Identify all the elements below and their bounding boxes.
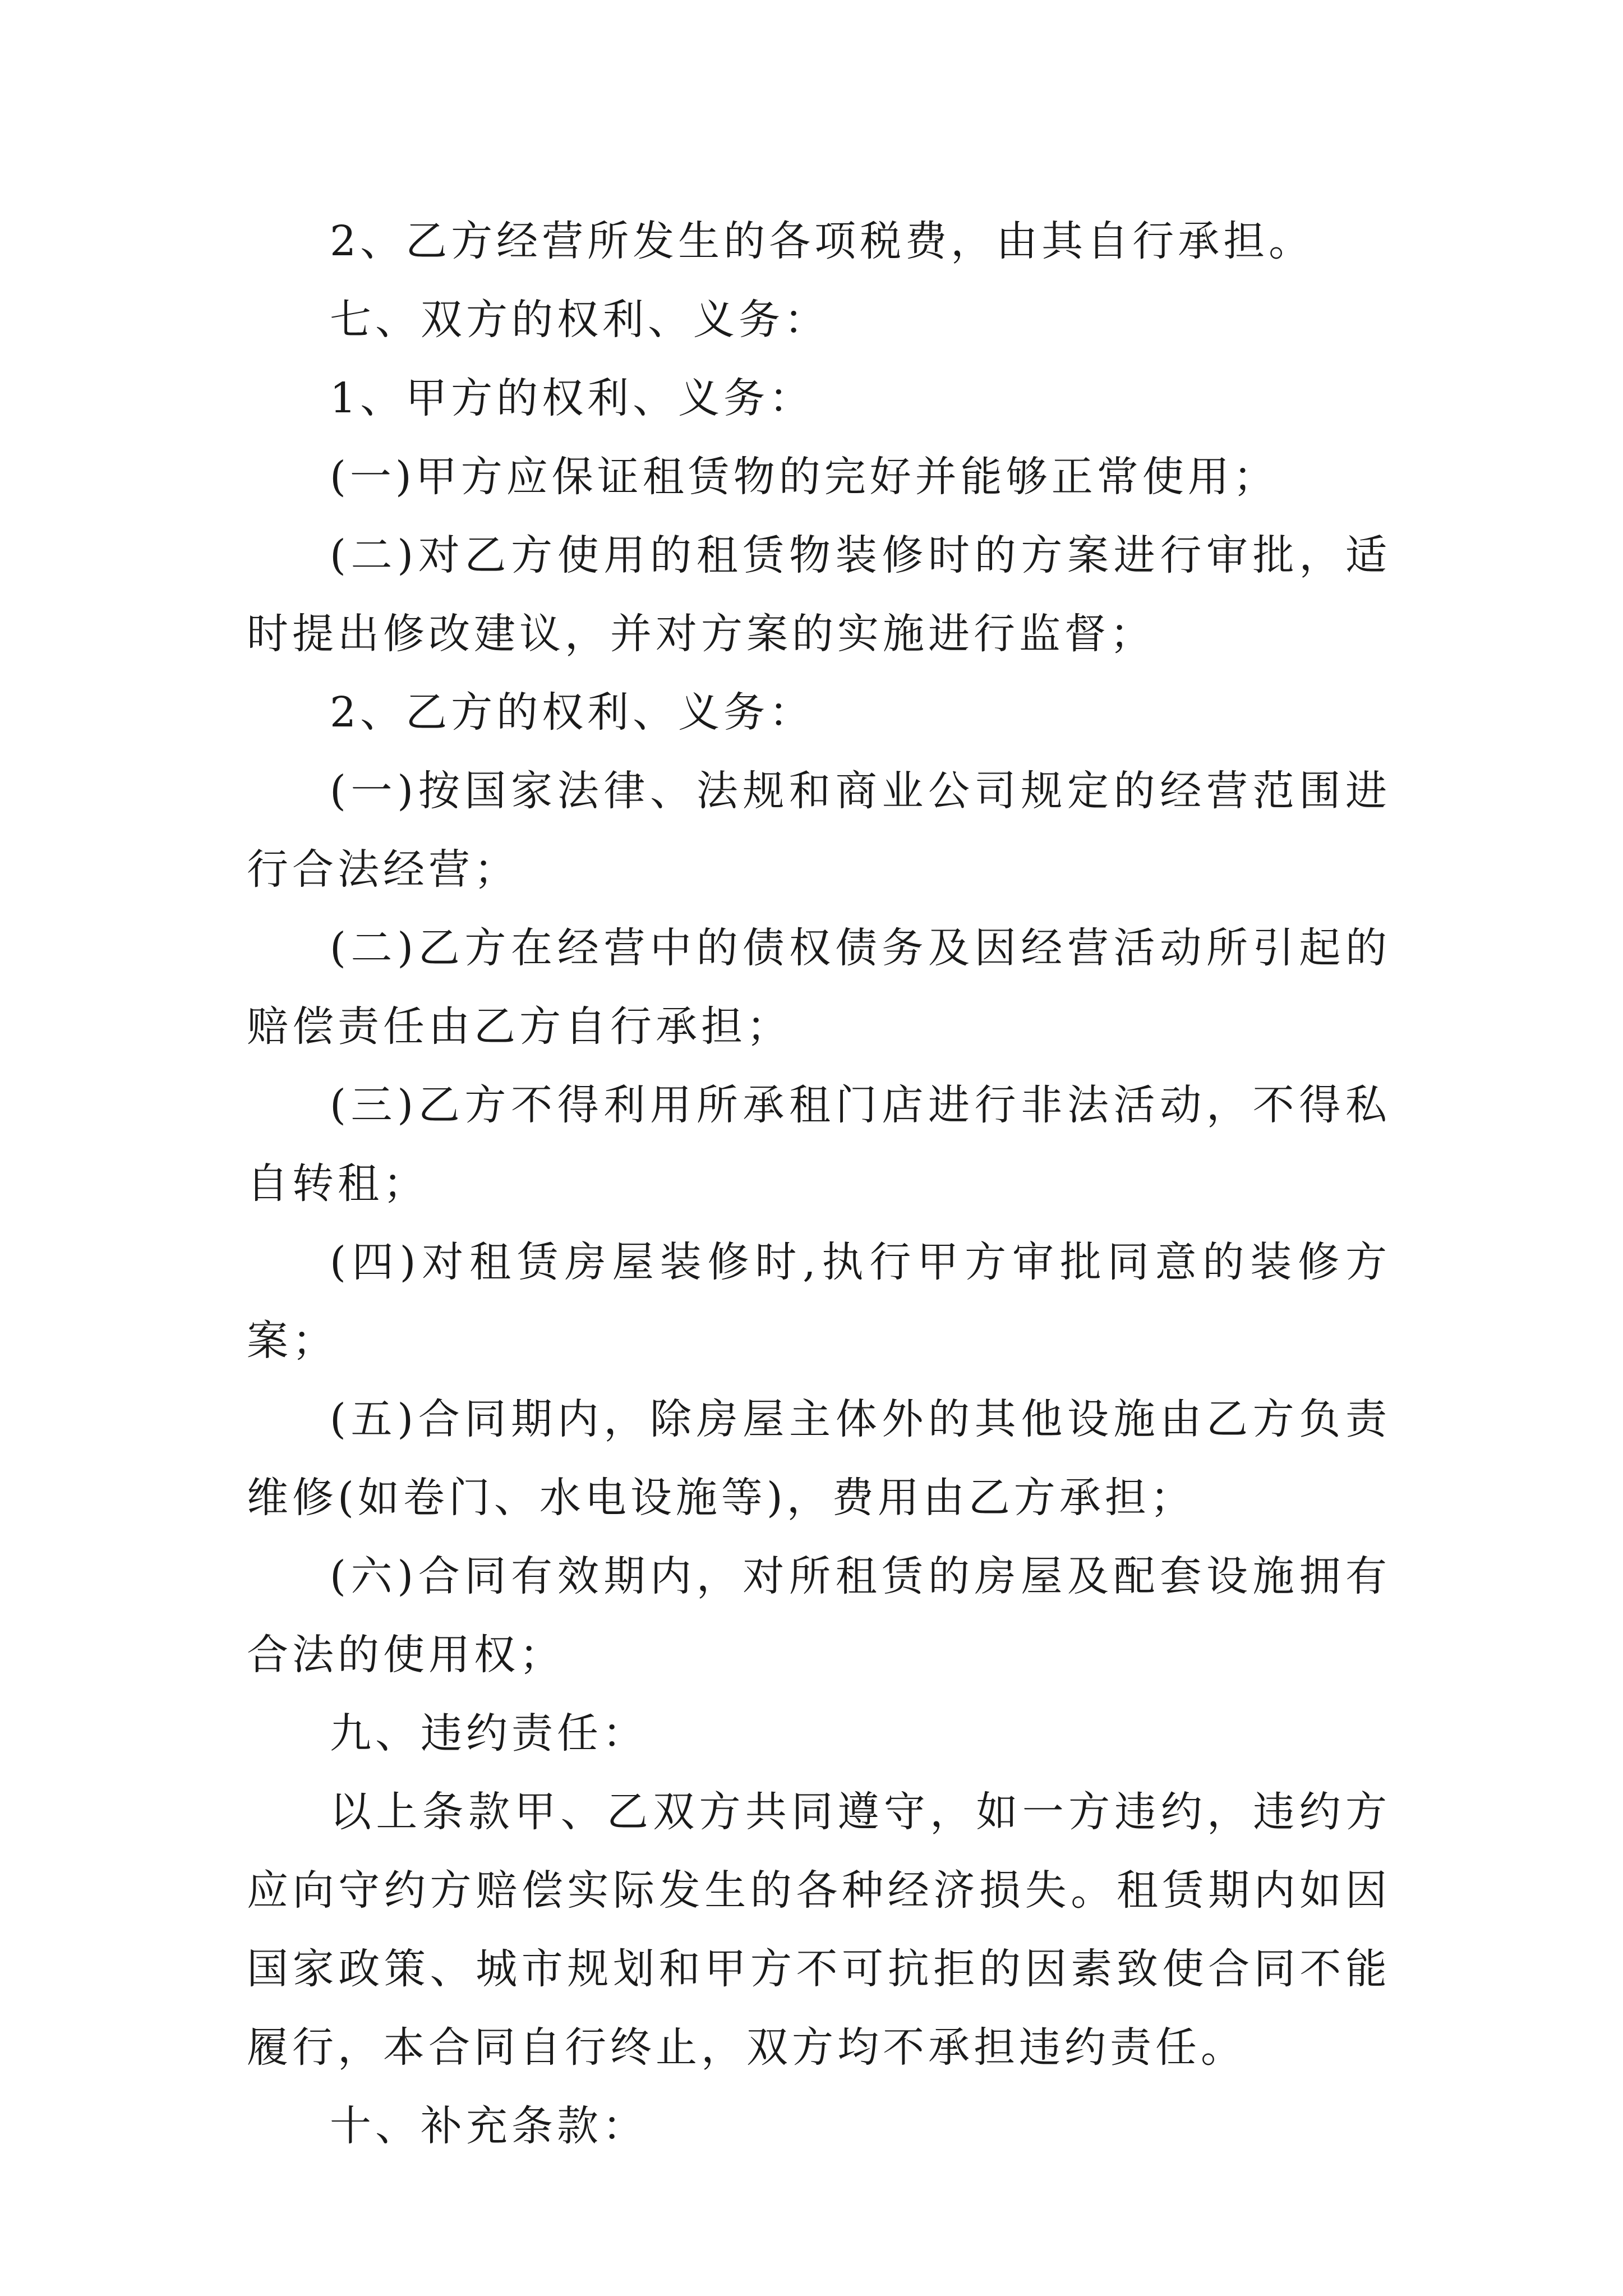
party-b-item-4: (四)对租赁房屋装修时,执行甲方审批同意的装修方案； bbox=[247, 1238, 1391, 1365]
party-b-item-6: (六)合同有效期内，对所租赁的房屋及配套设施拥有合法的使用权； bbox=[247, 1552, 1391, 1679]
party-b-item-5: (五)合同期内，除房屋主体外的其他设施由乙方负责维修(如卷门、水电设施等)，费用由乙方承担； bbox=[247, 1395, 1391, 1522]
section-heading-rights-obligations: 七、双方的权利、义务： bbox=[330, 296, 829, 344]
subheading-party-b: 2、乙方的权利、义务： bbox=[330, 688, 815, 737]
subheading-party-a: 1、甲方的权利、义务： bbox=[330, 374, 815, 422]
party-b-item-3: (三)乙方不得利用所承租门店进行非法活动，不得私自转租； bbox=[247, 1081, 1391, 1208]
paragraph-tax-clause: 2、乙方经营所发生的各项税费，由其自行承担。 bbox=[330, 217, 1315, 265]
section-heading-supplementary: 十、补充条款： bbox=[330, 2102, 648, 2150]
party-a-item-1: (一)甲方应保证租赁物的完好并能够正常使用； bbox=[330, 453, 1279, 501]
party-b-item-2: (二)乙方在经营中的债权债务及因经营活动所引起的赔偿责任由乙方自行承担； bbox=[247, 924, 1391, 1051]
document-body bbox=[247, 202, 1391, 2165]
paragraph-breach-clause: 以上条款甲、乙双方共同遵守，如一方违约，违约方应向守约方赔偿实际发生的各种经济损失。租赁期内如因国家政策、城市规划和甲方不可抗拒的因素致使合同不能履行，本合同自行终止，双方均不承担违约责任。 bbox=[247, 1788, 1391, 2072]
section-heading-breach: 九、违约责任： bbox=[330, 1709, 648, 1757]
party-a-item-2: (二)对乙方使用的租赁物装修时的方案进行审批，适时提出修改建议，并对方案的实施进行监督； bbox=[247, 531, 1391, 658]
party-b-item-1: (一)按国家法律、法规和商业公司规定的经营范围进行合法经营； bbox=[247, 767, 1391, 894]
